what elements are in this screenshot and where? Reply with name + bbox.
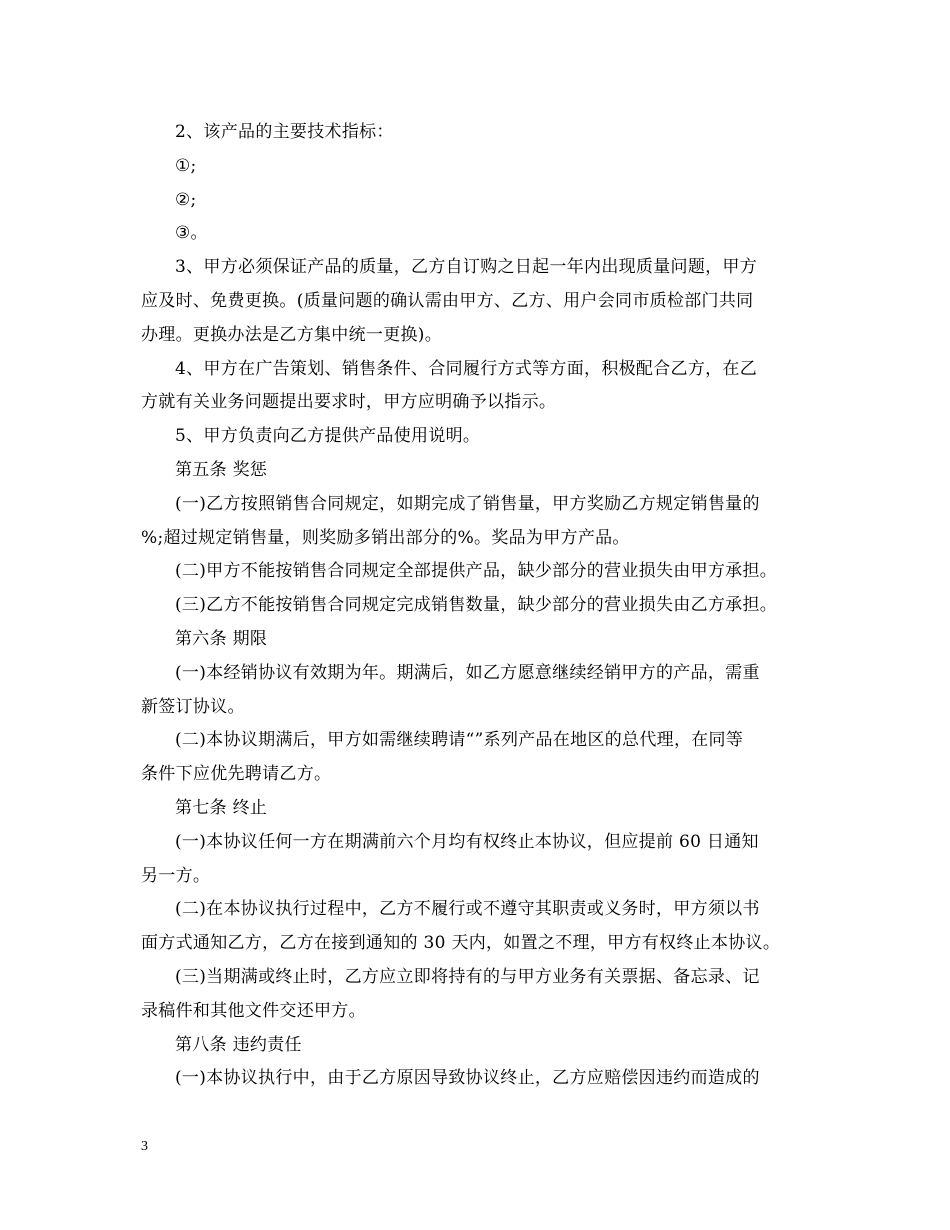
- text-line: ②;: [175, 189, 197, 210]
- text-line: (一)本经销协议有效期为年。期满后，如乙方愿意继续经销甲方的产品，需重: [175, 662, 760, 683]
- text-line: (二)甲方不能按销售合同规定全部提供产品，缺少部分的营业损失由甲方承担。: [175, 561, 778, 582]
- text-line: 2、该产品的主要技术指标：: [175, 122, 394, 142]
- text-line: 录稿件和其他文件交还甲方。: [141, 1000, 366, 1021]
- text-line: (二)在本协议执行过程中，乙方不履行或不遵守其职责或义务时，甲方须以书: [175, 899, 760, 920]
- text-line: 方就有关业务问题提出要求时，甲方应明确予以指示。: [141, 392, 557, 413]
- text-line: 面方式通知乙方，乙方在接到通知的 30 天内，如置之不理，甲方有权终止本协议。: [141, 933, 781, 954]
- text-line: (三)当期满或终止时，乙方应立即将持有的与甲方业务有关票据、备忘录、记: [175, 966, 760, 987]
- text-line: (一)本协议任何一方在期满前六个月均有权终止本协议，但应提前 60 日通知: [175, 831, 759, 852]
- page-number: 3: [141, 1139, 148, 1154]
- text-line: 第八条 违约责任: [175, 1034, 302, 1055]
- document-body: [141, 116, 821, 1096]
- text-line: 第六条 期限: [175, 628, 268, 649]
- text-line: ③。: [175, 223, 208, 244]
- text-line: 第五条 奖惩: [175, 459, 268, 480]
- text-line: 应及时、免费更换。(质量问题的确认需由甲方、乙方、用户会同市质检部门共同: [141, 290, 754, 311]
- text-line: 新签订协议。: [141, 696, 245, 717]
- text-line: 5、甲方负责向乙方提供产品使用说明。: [175, 426, 481, 447]
- text-line: 条件下应优先聘请乙方。: [141, 764, 332, 785]
- text-line: %;超过规定销售量，则奖励多销出部分的%。奖品为甲方产品。: [141, 527, 630, 548]
- text-line: (三)乙方不能按销售合同规定完成销售数量，缺少部分的营业损失由乙方承担。: [175, 595, 778, 616]
- text-line: 第七条 终止: [175, 797, 268, 818]
- text-line: (二)本协议期满后，甲方如需继续聘请“”系列产品在地区的总代理，在同等: [175, 730, 744, 751]
- text-line: (一)乙方按照销售合同规定，如期完成了销售量，甲方奖励乙方规定销售量的: [175, 493, 760, 514]
- text-line: 另一方。: [141, 865, 211, 886]
- text-line: ①;: [175, 155, 197, 176]
- text-line: 4、甲方在广告策划、销售条件、合同履行方式等方面，积极配合乙方，在乙: [175, 358, 758, 379]
- text-line: 办理。更换办法是乙方集中统一更换)。: [141, 324, 443, 345]
- text-line: (一)本协议执行中，由于乙方原因导致协议终止，乙方应赔偿因违约而造成的: [175, 1068, 760, 1089]
- text-line: 3、甲方必须保证产品的质量，乙方自订购之日起一年内出现质量问题，甲方: [175, 257, 758, 278]
